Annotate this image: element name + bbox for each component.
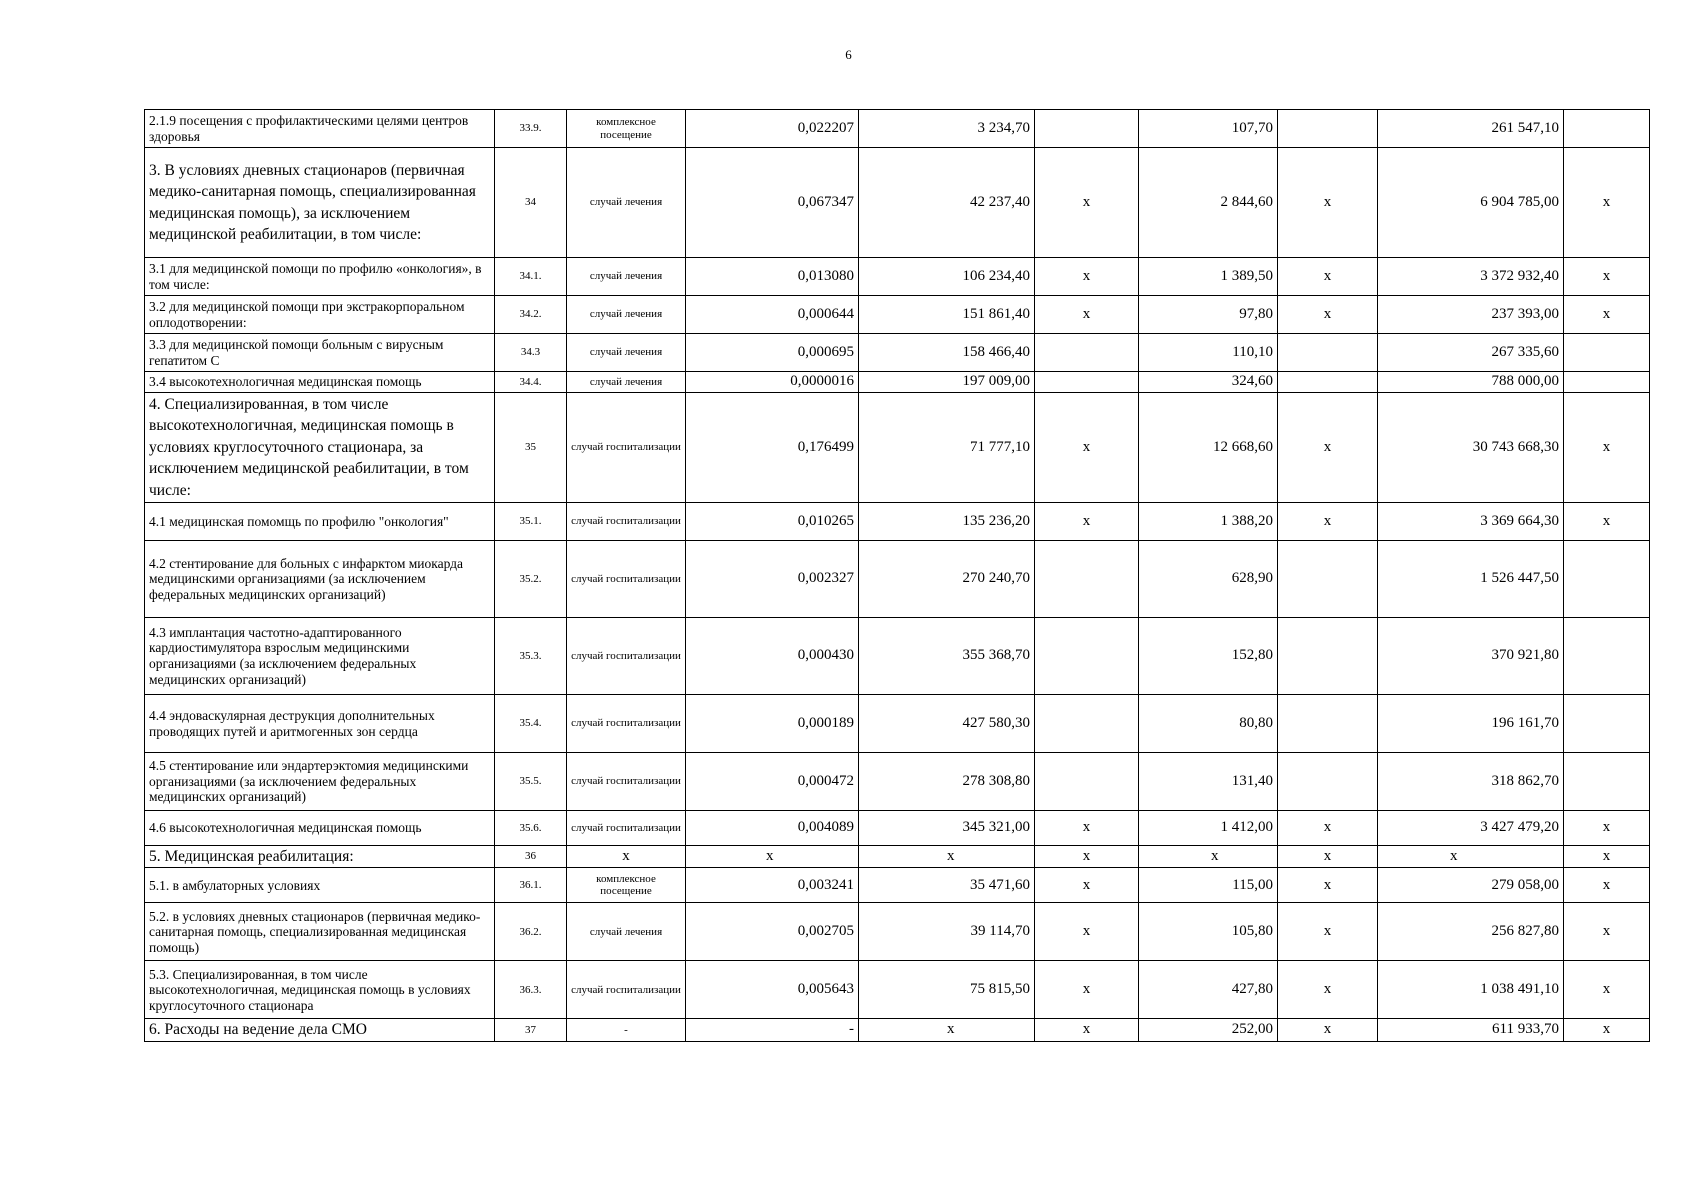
row-col7: 131,40 [1139, 753, 1278, 811]
row-col9: 1 526 447,50 [1378, 541, 1564, 618]
row-col9: 318 862,70 [1378, 753, 1564, 811]
row-code: 35.1. [495, 503, 567, 541]
row-col6 [1035, 695, 1139, 753]
row-col6: х [1035, 846, 1139, 868]
row-col6: х [1035, 258, 1139, 296]
row-col10 [1564, 372, 1650, 393]
row-col8 [1278, 695, 1378, 753]
row-unit: случай лечения [567, 258, 686, 296]
row-cost: 35 471,60 [859, 868, 1035, 903]
row-norm: 0,013080 [686, 258, 859, 296]
row-col8: х [1278, 811, 1378, 846]
table-row [145, 811, 1650, 846]
table-row [145, 393, 1650, 503]
row-col7: 80,80 [1139, 695, 1278, 753]
row-name: 3. В условиях дневных стационаров (первичная медико-санитарная помощь, специализированная медицинская помощь), за исключением медицинской реабилитации, в том числе: [145, 148, 495, 258]
row-cost: х [859, 1019, 1035, 1041]
row-col6: х [1035, 811, 1139, 846]
row-col7: 252,00 [1139, 1019, 1278, 1041]
row-code: 34.2. [495, 296, 567, 334]
row-col6: х [1035, 296, 1139, 334]
table-row [145, 903, 1650, 961]
row-cost: 151 861,40 [859, 296, 1035, 334]
row-unit: случай госпитализации [567, 393, 686, 503]
row-col9: 261 547,10 [1378, 110, 1564, 148]
row-col7: х [1139, 846, 1278, 868]
row-col10: х [1564, 393, 1650, 503]
row-cost: 42 237,40 [859, 148, 1035, 258]
row-col10: х [1564, 148, 1650, 258]
row-norm: 0,000472 [686, 753, 859, 811]
row-col7: 115,00 [1139, 868, 1278, 903]
row-cost: 345 321,00 [859, 811, 1035, 846]
row-col8 [1278, 541, 1378, 618]
table-row [145, 541, 1650, 618]
table-row [145, 846, 1650, 868]
row-code: 35.5. [495, 753, 567, 811]
row-col7: 427,80 [1139, 961, 1278, 1019]
row-col7: 105,80 [1139, 903, 1278, 961]
row-name: 5.3. Специализированная, в том числе высокотехнологичная, медицинская помощь в условиях круглосуточного стационара [145, 961, 495, 1019]
row-col10: х [1564, 961, 1650, 1019]
row-norm: 0,022207 [686, 110, 859, 148]
row-norm: 0,0000016 [686, 372, 859, 393]
row-norm: - [686, 1019, 859, 1041]
row-cost: х [859, 846, 1035, 868]
row-norm: 0,000695 [686, 334, 859, 372]
row-norm: 0,003241 [686, 868, 859, 903]
row-cost: 158 466,40 [859, 334, 1035, 372]
row-col8 [1278, 618, 1378, 695]
row-code: 35 [495, 393, 567, 503]
row-col9: х [1378, 846, 1564, 868]
row-col9: 237 393,00 [1378, 296, 1564, 334]
row-norm: 0,000430 [686, 618, 859, 695]
row-unit: х [567, 846, 686, 868]
row-name: 3.2 для медицинской помощи при экстракорпоральном оплодотворении: [145, 296, 495, 334]
row-col10 [1564, 334, 1650, 372]
row-unit: случай лечения [567, 903, 686, 961]
page-number: 6 [845, 47, 852, 62]
table-row [145, 372, 1650, 393]
table-row [145, 148, 1650, 258]
row-norm: 0,000644 [686, 296, 859, 334]
row-norm: 0,002705 [686, 903, 859, 961]
row-norm: х [686, 846, 859, 868]
row-col7: 152,80 [1139, 618, 1278, 695]
row-col8 [1278, 372, 1378, 393]
row-name: 4.6 высокотехнологичная медицинская помощь [145, 811, 495, 846]
row-cost: 75 815,50 [859, 961, 1035, 1019]
row-cost: 427 580,30 [859, 695, 1035, 753]
row-col6: х [1035, 148, 1139, 258]
row-name: 2.1.9 посещения с профилактическими целями центров здоровья [145, 110, 495, 148]
row-col10: х [1564, 296, 1650, 334]
row-code: 36 [495, 846, 567, 868]
row-col6 [1035, 753, 1139, 811]
row-norm: 0,004089 [686, 811, 859, 846]
row-unit: случай госпитализации [567, 753, 686, 811]
row-col8: х [1278, 393, 1378, 503]
row-col6: х [1035, 903, 1139, 961]
row-col9: 611 933,70 [1378, 1019, 1564, 1041]
table-row [145, 1019, 1650, 1041]
table-row [145, 503, 1650, 541]
row-unit: случай лечения [567, 296, 686, 334]
row-col6: х [1035, 1019, 1139, 1041]
row-col7: 1 389,50 [1139, 258, 1278, 296]
row-norm: 0,010265 [686, 503, 859, 541]
row-code: 37 [495, 1019, 567, 1041]
row-col7: 1 412,00 [1139, 811, 1278, 846]
row-name: 4. Специализированная, в том числе высокотехнологичная, медицинская помощь в условиях круглосуточного стационара, за исключением медицинской реабилитации, в том числе: [145, 393, 495, 503]
row-unit: случай лечения [567, 372, 686, 393]
tariff-table-body [145, 110, 1650, 1042]
table-row [145, 296, 1650, 334]
row-code: 34.1. [495, 258, 567, 296]
row-col9: 256 827,80 [1378, 903, 1564, 961]
row-col10: х [1564, 868, 1650, 903]
row-name: 5. Медицинская реабилитация: [145, 846, 495, 868]
row-cost: 39 114,70 [859, 903, 1035, 961]
table-row [145, 258, 1650, 296]
row-col7: 12 668,60 [1139, 393, 1278, 503]
row-col9: 3 372 932,40 [1378, 258, 1564, 296]
row-unit: случай госпитализации [567, 541, 686, 618]
row-cost: 71 777,10 [859, 393, 1035, 503]
row-col6 [1035, 372, 1139, 393]
row-name: 4.5 стентирование или эндартерэктомия медицинскими организациями (за исключением федеральных медицинских организаций) [145, 753, 495, 811]
row-code: 36.1. [495, 868, 567, 903]
row-col7: 110,10 [1139, 334, 1278, 372]
row-col6: х [1035, 961, 1139, 1019]
row-name: 6. Расходы на ведение дела СМО [145, 1019, 495, 1041]
row-name: 4.1 медицинская помомщь по профилю "онкология" [145, 503, 495, 541]
row-code: 35.4. [495, 695, 567, 753]
row-code: 33.9. [495, 110, 567, 148]
row-col8: х [1278, 1019, 1378, 1041]
row-col9: 370 921,80 [1378, 618, 1564, 695]
row-col8: х [1278, 846, 1378, 868]
row-cost: 135 236,20 [859, 503, 1035, 541]
row-col8: х [1278, 503, 1378, 541]
row-col6: х [1035, 868, 1139, 903]
row-col10: х [1564, 1019, 1650, 1041]
row-col10 [1564, 541, 1650, 618]
row-col7: 628,90 [1139, 541, 1278, 618]
table-row [145, 695, 1650, 753]
row-name: 3.1 для медицинской помощи по профилю «онкология», в том числе: [145, 258, 495, 296]
row-col6: х [1035, 503, 1139, 541]
row-col10: х [1564, 846, 1650, 868]
row-cost: 270 240,70 [859, 541, 1035, 618]
row-unit: комплексное посещение [567, 110, 686, 148]
table-row [145, 868, 1650, 903]
row-unit: случай лечения [567, 148, 686, 258]
row-col8 [1278, 753, 1378, 811]
row-col9: 30 743 668,30 [1378, 393, 1564, 503]
row-code: 36.2. [495, 903, 567, 961]
row-unit: случай госпитализации [567, 618, 686, 695]
row-unit: случай госпитализации [567, 961, 686, 1019]
row-col9: 279 058,00 [1378, 868, 1564, 903]
row-unit: - [567, 1019, 686, 1041]
row-col9: 196 161,70 [1378, 695, 1564, 753]
row-col9: 3 427 479,20 [1378, 811, 1564, 846]
row-norm: 0,176499 [686, 393, 859, 503]
row-name: 5.2. в условиях дневных стационаров (первичная медико-санитарная помощь, специализированная медицинская помощь) [145, 903, 495, 961]
row-name: 4.2 стентирование для больных с инфарктом миокарда медицинскими организациями (за исключением федеральных медицинских организаций) [145, 541, 495, 618]
row-col8: х [1278, 296, 1378, 334]
row-col8: х [1278, 903, 1378, 961]
row-code: 36.3. [495, 961, 567, 1019]
row-col7: 1 388,20 [1139, 503, 1278, 541]
row-col8: х [1278, 961, 1378, 1019]
row-col7: 107,70 [1139, 110, 1278, 148]
row-col10 [1564, 695, 1650, 753]
row-col8 [1278, 110, 1378, 148]
row-col10: х [1564, 903, 1650, 961]
row-col8 [1278, 334, 1378, 372]
row-col9: 1 038 491,10 [1378, 961, 1564, 1019]
row-name: 5.1. в амбулаторных условиях [145, 868, 495, 903]
table-row [145, 618, 1650, 695]
row-col6: х [1035, 393, 1139, 503]
row-col8: х [1278, 148, 1378, 258]
row-col10: х [1564, 811, 1650, 846]
row-col7: 324,60 [1139, 372, 1278, 393]
row-unit: случай госпитализации [567, 695, 686, 753]
row-code: 34 [495, 148, 567, 258]
table-row [145, 334, 1650, 372]
row-col6 [1035, 618, 1139, 695]
row-col8: х [1278, 868, 1378, 903]
row-col10 [1564, 110, 1650, 148]
row-code: 35.6. [495, 811, 567, 846]
row-unit: случай госпитализации [567, 503, 686, 541]
row-col7: 97,80 [1139, 296, 1278, 334]
row-unit: случай лечения [567, 334, 686, 372]
row-col10: х [1564, 503, 1650, 541]
row-col9: 267 335,60 [1378, 334, 1564, 372]
row-cost: 197 009,00 [859, 372, 1035, 393]
row-col8: х [1278, 258, 1378, 296]
row-cost: 106 234,40 [859, 258, 1035, 296]
table-row [145, 961, 1650, 1019]
row-code: 34.3 [495, 334, 567, 372]
row-name: 4.4 эндоваскулярная деструкция дополнительных проводящих путей и аритмогенных зон сердца [145, 695, 495, 753]
row-unit: случай госпитализации [567, 811, 686, 846]
row-col9: 3 369 664,30 [1378, 503, 1564, 541]
row-col6 [1035, 334, 1139, 372]
row-col10 [1564, 753, 1650, 811]
row-col10 [1564, 618, 1650, 695]
row-cost: 355 368,70 [859, 618, 1035, 695]
row-col9: 6 904 785,00 [1378, 148, 1564, 258]
row-norm: 0,005643 [686, 961, 859, 1019]
row-name: 4.3 имплантация частотно-адаптированного кардиостимулятора взрослым медицинскими организациями (за исключением федеральных медицинских организаций) [145, 618, 495, 695]
row-code: 35.3. [495, 618, 567, 695]
row-cost: 278 308,80 [859, 753, 1035, 811]
row-cost: 3 234,70 [859, 110, 1035, 148]
row-col9: 788 000,00 [1378, 372, 1564, 393]
row-col6 [1035, 110, 1139, 148]
row-norm: 0,067347 [686, 148, 859, 258]
row-unit: комплексное посещение [567, 868, 686, 903]
tariff-table [144, 109, 1650, 1042]
row-name: 3.3 для медицинской помощи больным с вирусным гепатитом С [145, 334, 495, 372]
row-col7: 2 844,60 [1139, 148, 1278, 258]
table-row [145, 110, 1650, 148]
row-norm: 0,002327 [686, 541, 859, 618]
row-col6 [1035, 541, 1139, 618]
table-row [145, 753, 1650, 811]
row-col10: х [1564, 258, 1650, 296]
row-name: 3.4 высокотехнологичная медицинская помощь [145, 372, 495, 393]
row-code: 35.2. [495, 541, 567, 618]
row-code: 34.4. [495, 372, 567, 393]
row-norm: 0,000189 [686, 695, 859, 753]
